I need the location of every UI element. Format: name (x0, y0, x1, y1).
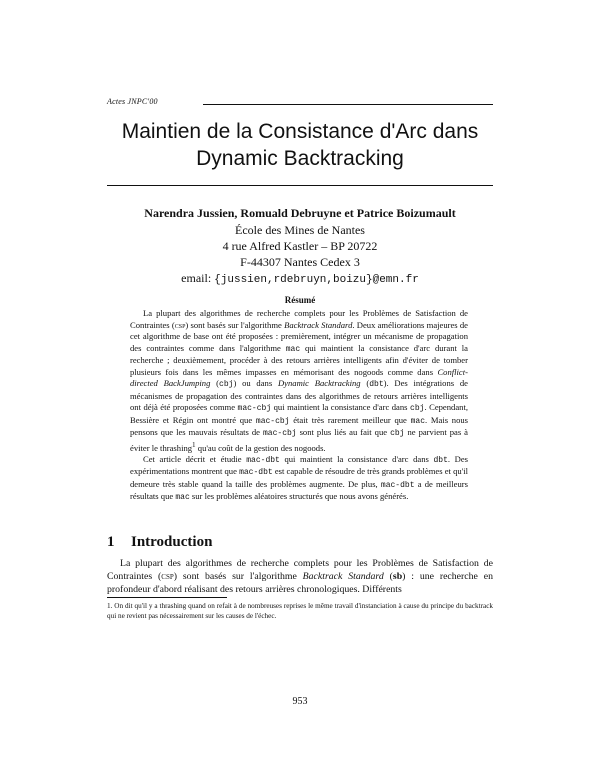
title-rule (107, 185, 493, 186)
term-cbj: Conflict-directed BackJumping (130, 366, 468, 388)
affiliation-school: École des Mines de Nantes (235, 223, 365, 237)
code-mac-dbt: mac-dbt (246, 455, 280, 465)
text-run: La plupart des algorithmes de recherche complets pour les Problèmes de Satisfaction de Contraintes ( (107, 558, 493, 582)
text-run: était très rarement meilleur que (289, 414, 411, 425)
text-run: ( (383, 571, 393, 582)
text-run: qui maintient la consistance d'arc durant la recherche ; deuxièmement, procéder à des retours arrières intelligents afin d'éviter de tomber plusieurs fois dans les mêmes impasses en mémorisant des nogoods comme dans (130, 342, 468, 377)
code-dbt: dbt (433, 455, 448, 465)
text-run: . Cependant, Bessière et Régin ont montré que (130, 402, 468, 425)
acronym-csp: csp (174, 319, 186, 330)
code-mac-cbj: mac-cbj (262, 429, 297, 438)
page-number: 953 (292, 696, 308, 707)
paper-title (100, 118, 500, 172)
text-run: qui maintient la consistance d'arc dans (271, 402, 411, 412)
acronym-csp: csp (161, 571, 174, 582)
title-line-2: Dynamic Backtracking (196, 147, 404, 170)
email-address[interactable]: {jussien,rdebruyn,boizu}@emn.fr (214, 274, 419, 286)
affiliation-city: F-44307 Nantes Cedex 3 (240, 255, 360, 269)
abstract-body (130, 308, 468, 504)
header-rule (203, 104, 493, 105)
abstract-paragraph-2 (130, 454, 468, 504)
text-run: . Mais nous pensons que les mauvais résultats de (130, 414, 469, 437)
term-backtrack-standard: Backtrack Standard (284, 319, 353, 330)
section-number: 1 (107, 534, 115, 550)
text-run: sur les problèmes aléatoires structurés que nous avons générés. (189, 491, 409, 502)
abstract-paragraph-1 (130, 308, 468, 454)
code-mac-cbj: mac-cbj (255, 416, 290, 426)
footnote-rule (107, 597, 227, 598)
term-dynamic-backtracking: Dynamic Backtracking (277, 378, 361, 388)
affiliation-email (100, 270, 500, 288)
code-mac: mac (410, 416, 425, 426)
text-run: ) sont basés sur l'algorithme (173, 571, 303, 582)
code-mac-dbt: mac-dbt (239, 468, 273, 478)
code-mac: mac (175, 493, 190, 503)
text-run: Cet article décrit et étudie (143, 453, 247, 464)
email-label: email: (181, 271, 212, 285)
code-cbj: cbj (410, 404, 425, 413)
intro-paragraph (107, 557, 493, 596)
text-run: ) sont basés sur l'algorithme (185, 319, 285, 330)
text-run: sont plus liés au fait que (296, 427, 391, 437)
code-cbj: cbj (390, 429, 405, 438)
title-line-1: Maintien de la Consistance d'Arc dans (121, 120, 479, 143)
footnote: 1. On dit qu'il y a thrashing quand on refait à de nombreuses reprises le même travail d'instanciation à cause du principe du backtrack qui ne revient pas nécessairement sur les causes de l'échec. (107, 602, 493, 620)
intro-body (107, 557, 493, 596)
text-run: qui maintient la consistance d'arc dans (279, 453, 434, 464)
section-title: Introduction (131, 534, 213, 550)
text-run: ( (210, 378, 220, 388)
code-dbt: dbt (369, 380, 384, 389)
abstract-heading: Résumé (284, 295, 316, 305)
section-heading (107, 534, 493, 551)
running-header (107, 97, 493, 111)
text-run: qu'au coût de la gestion des nogoods. (195, 442, 326, 453)
code-cbj: cbj (219, 380, 234, 389)
text-run: ). Des intégrations de mécanismes de propagation des contraintes dans des algorithmes de retours arrières intelligents ont déjà été proposées comme (130, 378, 468, 412)
code-mac: mac (285, 344, 301, 354)
text-run: ) : une recherche en profondeur d'abord réalisant des retours arrières chronologiques. Différents (107, 571, 493, 595)
affiliation-street: 4 rue Alfred Kastler – BP 20722 (222, 239, 378, 253)
code-mac-dbt: mac-dbt (380, 480, 415, 490)
code-mac-cbj: mac-cbj (237, 404, 272, 413)
text-run: a de meilleurs résultats que (130, 478, 468, 502)
author-list: Narendra Jussien, Romuald Debruyne et Patrice Boizumault (144, 206, 456, 220)
text-run: . Deux améliorations majeures de cet algorithme de base ont été proposées : premièrement, intégrer un mécanisme de propagation des contraintes comme dans l'algorithme (130, 319, 468, 353)
text-run: est capable de résoudre de très grands problèmes et qu'il demeure très stable quand la taille des problèmes augmente. De plus, (130, 466, 469, 489)
text-run: . Des expérimentations montrent que (130, 453, 468, 477)
text-run: ne parvient pas à éviter le thrashing (130, 427, 468, 453)
text-run: La plupart des algorithmes de recherche complets pour les Problèmes de Satisfaction de Contraintes ( (130, 308, 468, 330)
venue-label: Actes JNPC'00 (107, 97, 158, 106)
text-run: ( (360, 378, 370, 388)
term-backtrack-standard: Backtrack Standard (302, 571, 384, 582)
acronym-sb: sb (392, 571, 403, 582)
footnote-marker[interactable]: 1 (192, 440, 196, 449)
text-run: ) ou dans (233, 378, 278, 388)
